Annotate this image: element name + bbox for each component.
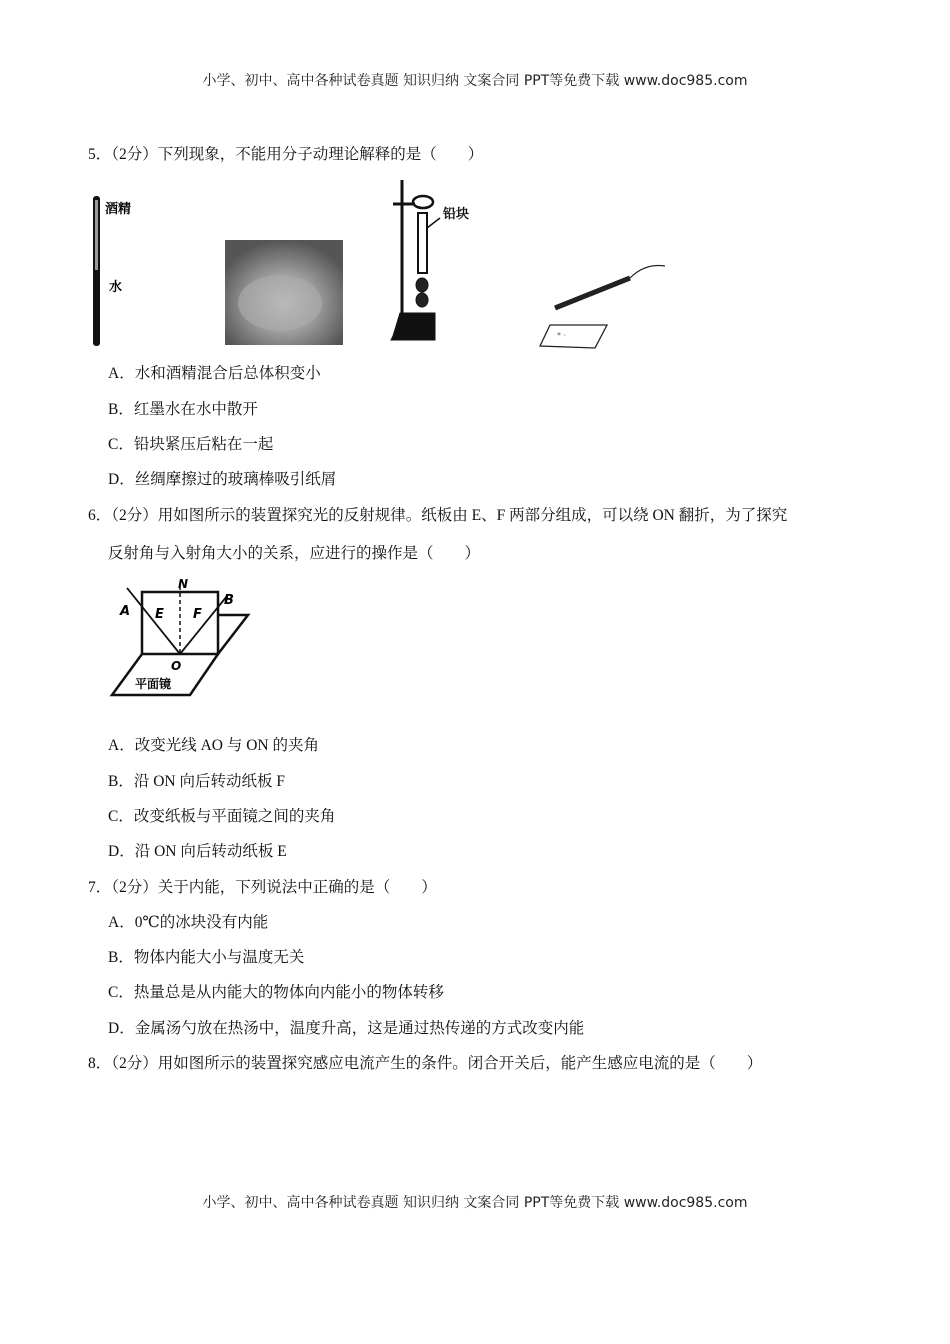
q7-option-d: D．金属汤勺放在热汤中，温度升高，这是通过热传递的方式改变内能 xyxy=(108,1020,585,1037)
svg-text:B: B xyxy=(224,593,234,608)
svg-text:O: O xyxy=(171,659,182,673)
q6-option-a: A．改变光线 AO 与 ON 的夹角 xyxy=(108,737,319,754)
svg-text:酒精: 酒精 xyxy=(105,202,132,217)
q6-stem-line2: 反射角与入射角大小的关系，应进行的操作是（ ） xyxy=(108,545,481,562)
svg-text:F: F xyxy=(193,607,202,622)
q5-option-c: C．铅块紧压后粘在一起 xyxy=(108,436,274,453)
svg-text:平面镜: 平面镜 xyxy=(135,677,172,691)
q6-option-c: C．改变纸板与平面镜之间的夹角 xyxy=(108,808,336,825)
glass-rod-paper xyxy=(540,266,665,349)
q6-reflection-figure xyxy=(100,570,260,705)
q8-stem: 8．（2分）用如图所示的装置探究感应电流产生的条件。闭合开关后，能产生感应电流的是（ ） xyxy=(88,1055,763,1072)
q7-option-a: A．0℃的冰块没有内能 xyxy=(108,914,269,931)
q7-option-c: C．热量总是从内能大的物体向内能小的物体转移 xyxy=(108,984,444,1001)
page-footer: 小学、初中、高中各种试卷真题 知识归纳 文案合同 PPT等免费下载 www.doc985.com xyxy=(202,1195,748,1211)
svg-text:铅块: 铅块 xyxy=(443,207,470,222)
page-header: 小学、初中、高中各种试卷真题 知识归纳 文案合同 PPT等免费下载 www.doc985.com xyxy=(202,73,748,89)
tube-figure xyxy=(93,196,131,346)
lead-block-stand xyxy=(391,180,469,340)
q5-stem: 5．（2分）下列现象，不能用分子动理论解释的是（ ） xyxy=(88,146,484,163)
q5-option-b: B．红墨水在水中散开 xyxy=(108,401,258,418)
q5-figures xyxy=(85,178,665,353)
svg-text:A: A xyxy=(120,604,131,619)
svg-text:N: N xyxy=(178,577,189,591)
svg-text:* ·: * · xyxy=(557,331,567,340)
svg-text:E: E xyxy=(155,607,164,622)
q6-option-b: B．沿 ON 向后转动纸板 F xyxy=(108,773,285,790)
ink-beaker-photo xyxy=(225,240,343,345)
q5-option-d: D．丝绸摩擦过的玻璃棒吸引纸屑 xyxy=(108,471,337,488)
q7-stem: 7．（2分）关于内能，下列说法中正确的是（ ） xyxy=(88,879,437,896)
q7-option-b: B．物体内能大小与温度无关 xyxy=(108,949,305,966)
q5-option-a: A．水和酒精混合后总体积变小 xyxy=(108,365,321,382)
q6-stem-line1: 6．（2分）用如图所示的装置探究光的反射规律。纸板由 E、F 两部分组成，可以绕 ON 翻折，为了探究 xyxy=(88,507,788,524)
q6-option-d: D．沿 ON 向后转动纸板 E xyxy=(108,843,287,860)
svg-text:水: 水 xyxy=(109,280,123,295)
